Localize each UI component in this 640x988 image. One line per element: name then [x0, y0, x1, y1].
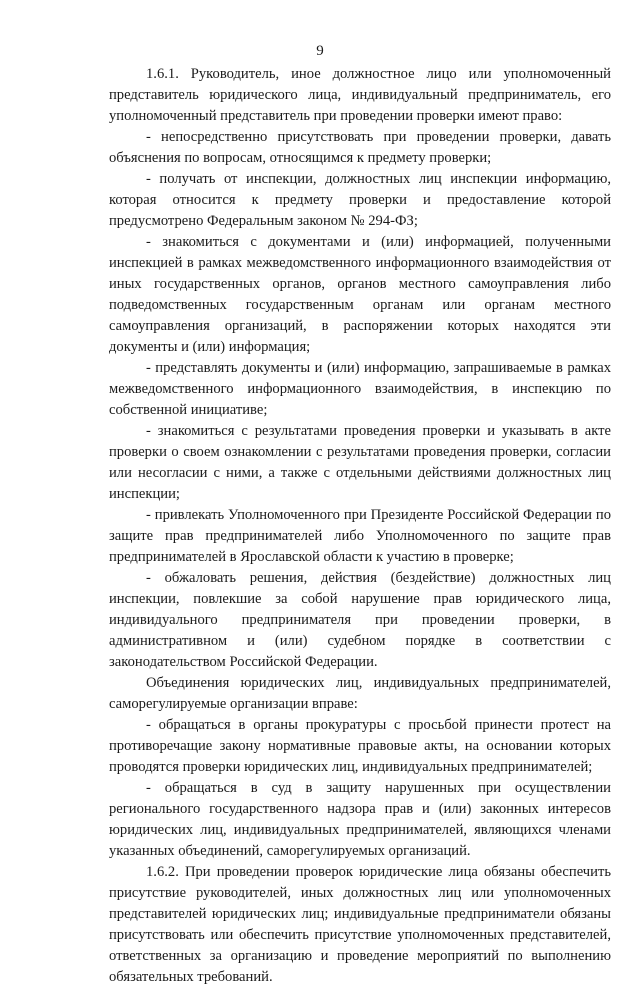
- right-review-results: - знакомиться с результатами проведения проверки и указывать в акте проверки о своем ознакомлении с результатами проведения проверки, согласии или несогласии с ними, а также с отдельными действиями должностных лиц инспекции;: [109, 423, 611, 502]
- page-number: 9: [316, 43, 324, 59]
- clause-1-6-1-intro: 1.6.1. Руководитель, иное должностное лицо или уполномоченный представитель юридического лица, индивидуальный предприниматель, его уполномоченный представитель при проведении проверки имеют право:: [109, 66, 611, 124]
- associations-intro: Объединения юридических лиц, индивидуальных предпринимателей, саморегулируемые организации вправе:: [109, 675, 611, 712]
- right-receive-information: - получать от инспекции, должностных лиц инспекции информацию, которая относится к предмету проверки и предоставление которой предусмотрено Федеральным законом № 294-ФЗ;: [109, 171, 611, 229]
- clause-1-6-2: 1.6.2. При проведении проверок юридические лица обязаны обеспечить присутствие руководителей, иных должностных лиц или уполномоченных представителей юридических лиц; индивидуальные предприниматели обязаны присутствовать или обеспечить присутствие уполномоченных представителей, ответственных за организацию и проведение мероприятий по выполнению обязательных требований.: [109, 864, 611, 985]
- right-attend-inspection: - непосредственно присутствовать при проведении проверки, давать объяснения по вопросам, относящимся к предмету проверки;: [109, 129, 611, 166]
- right-review-documents: - знакомиться с документами и (или) информацией, полученными инспекцией в рамках межведомственного информационного взаимодействия от иных государственных органов, органов местного самоуправления либо подведомственных государственным органам или органам местного самоуправления организаций, в распоряжении которых находятся эти документы и (или) информация;: [109, 234, 611, 355]
- document-body: [109, 64, 611, 988]
- right-appeal-decisions: - обжаловать решения, действия (бездействие) должностных лиц инспекции, повлекшие за собой нарушение прав юридического лица, индивидуального предпринимателя при проведении проверки, в административном и (или) судебном порядке в соответствии с законодательством Российской Федерации.: [109, 570, 611, 670]
- right-submit-documents: - представлять документы и (или) информацию, запрашиваемые в рамках межведомственного информационного взаимодействия, в инспекцию по собственной инициативе;: [109, 360, 611, 418]
- associations-right-prosecutor: - обращаться в органы прокуратуры с просьбой принести протест на противоречащие закону нормативные правовые акты, на основании которых проводятся проверки юридических лиц, индивидуальных предпринимателей;: [109, 717, 611, 775]
- associations-right-court: - обращаться в суд в защиту нарушенных при осуществлении регионального государственного надзора прав и (или) законных интересов юридических лиц, индивидуальных предпринимателей, являющихся членами указанных объединений, саморегулируемых организаций.: [109, 780, 611, 859]
- right-involve-ombudsman: - привлекать Уполномоченного при Президенте Российской Федерации по защите прав предпринимателей либо Уполномоченного по защите прав предпринимателей в Ярославской области к участию в проверке;: [109, 507, 611, 565]
